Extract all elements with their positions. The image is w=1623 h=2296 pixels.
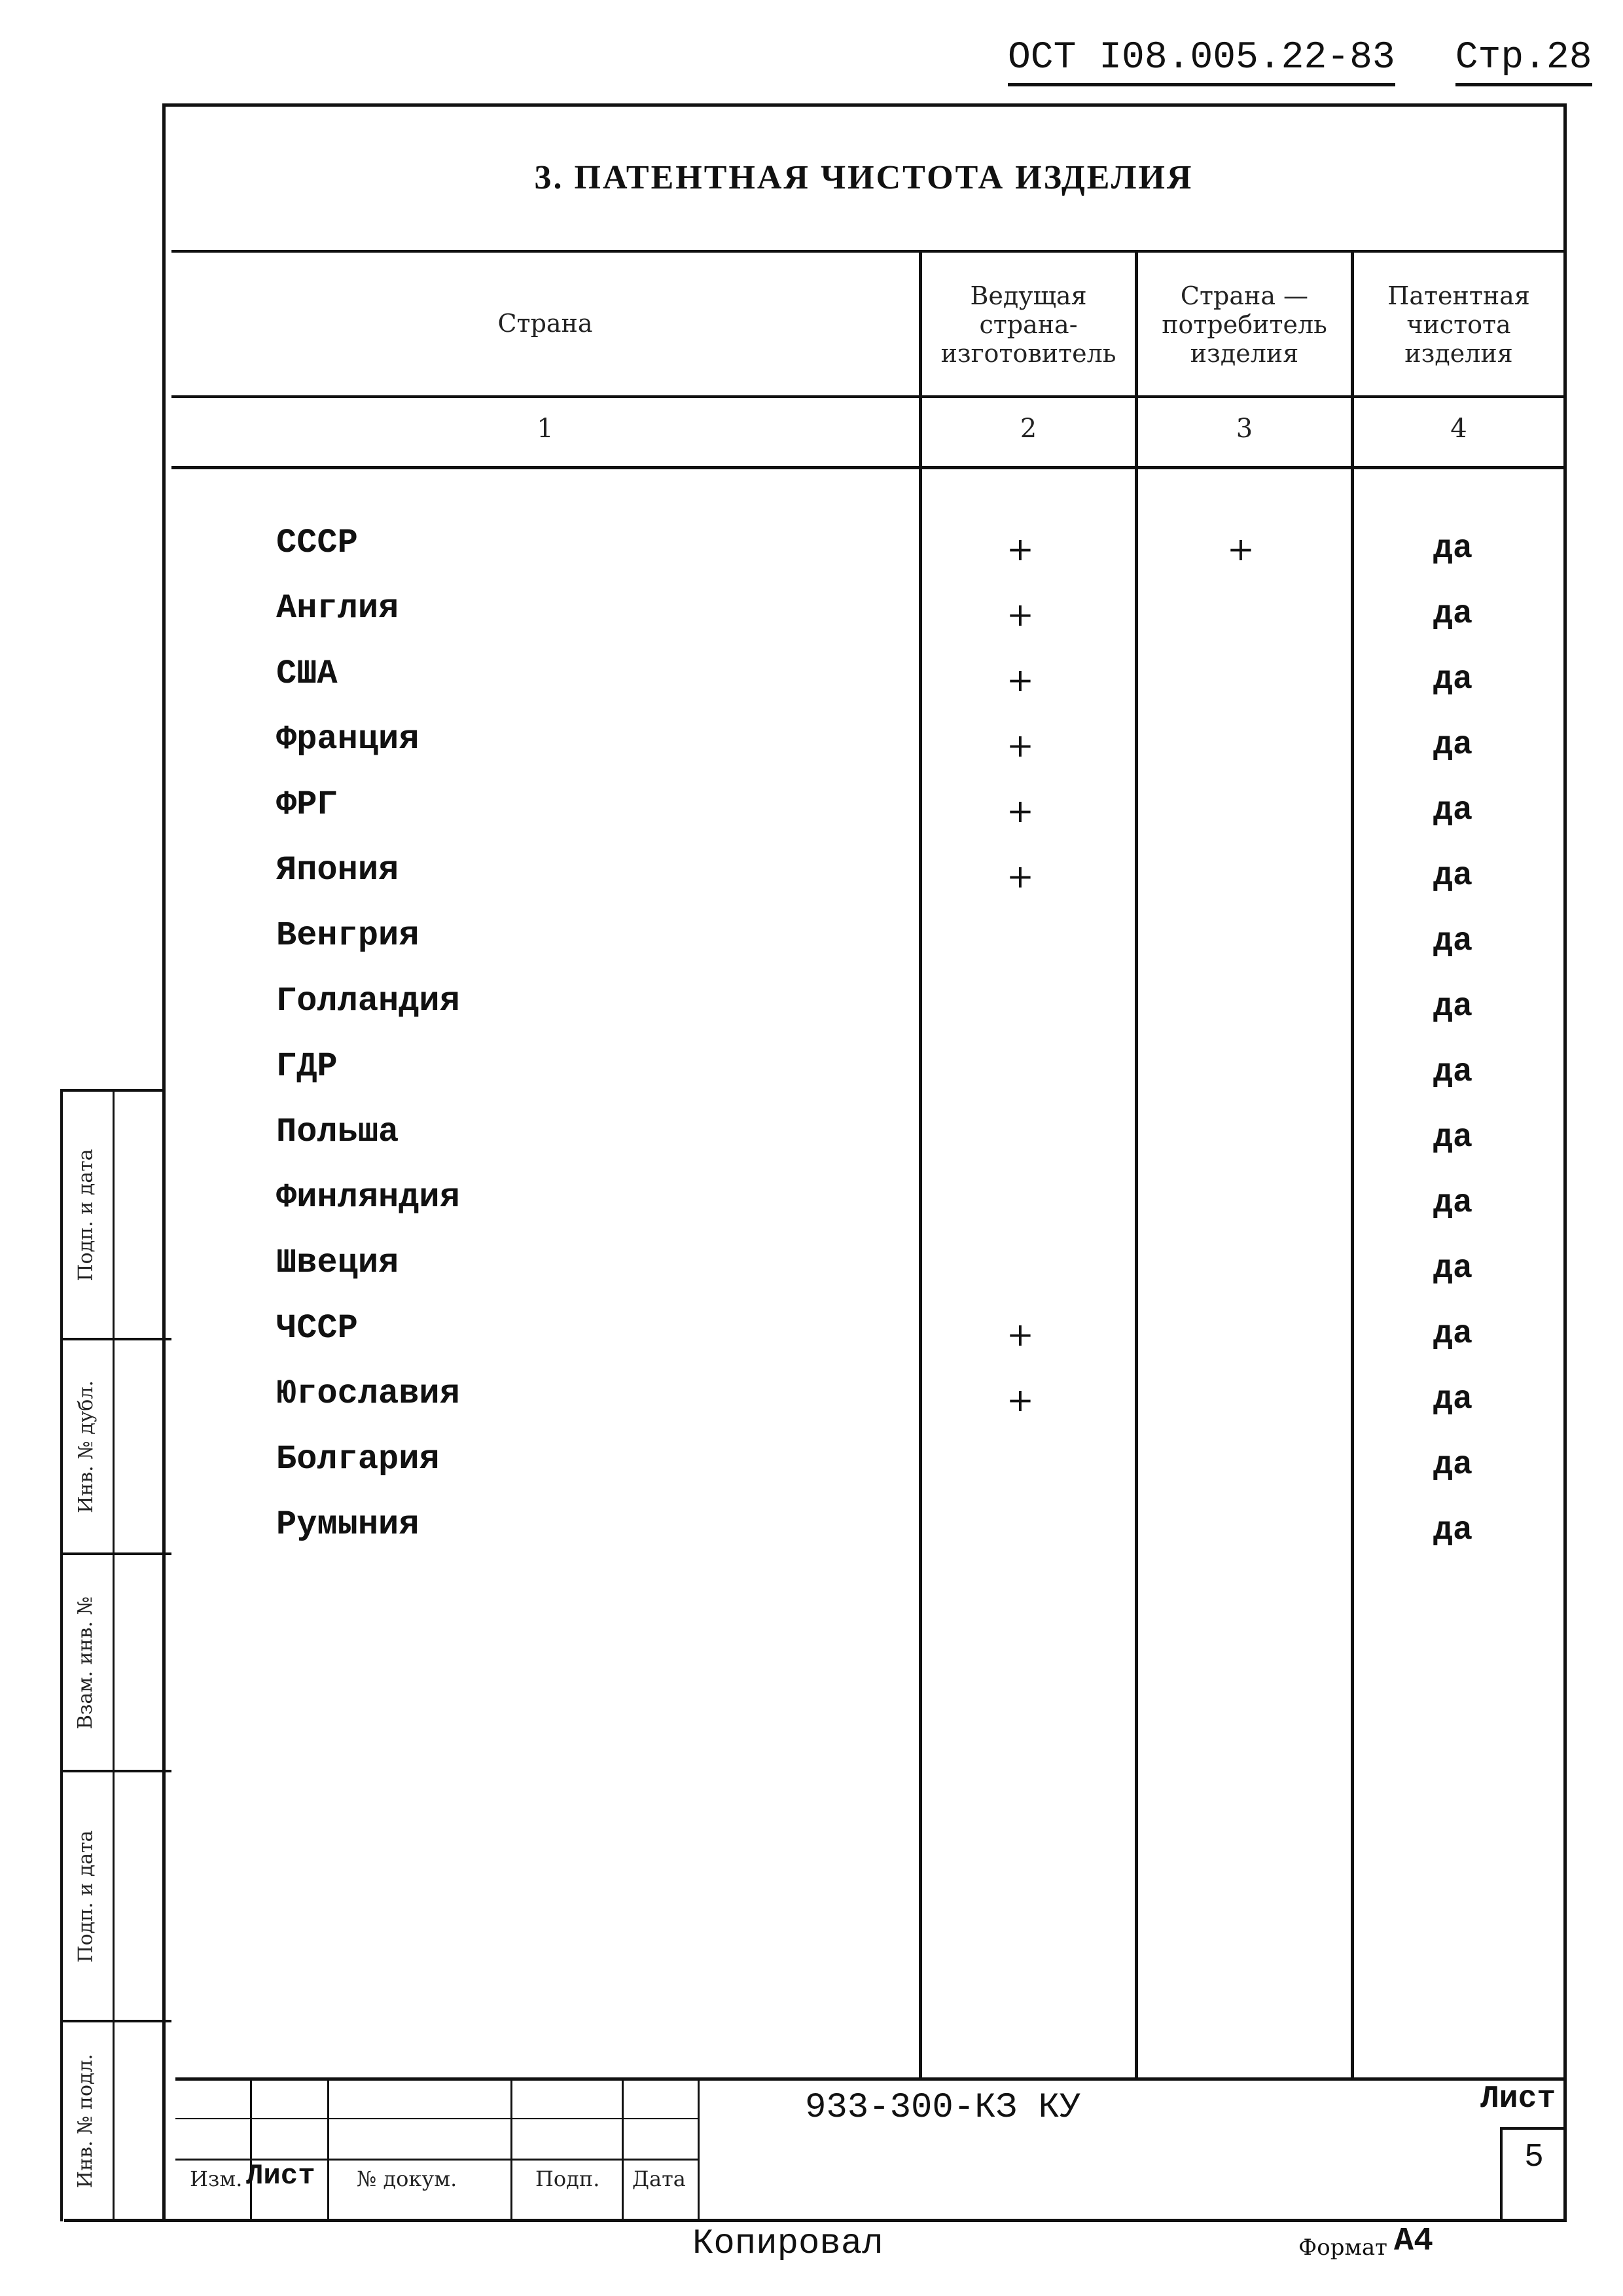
col-divider-2 xyxy=(1135,250,1138,2079)
country-name: Финляндия xyxy=(276,1178,460,1217)
country-name: ФРГ xyxy=(276,785,338,824)
patent-clean-value: да xyxy=(1433,1185,1472,1222)
patent-clean-value: да xyxy=(1433,1054,1472,1091)
document-designation: 933-300-КЗ КУ xyxy=(805,2088,1081,2128)
patent-clean-value: да xyxy=(1433,1250,1472,1287)
patent-clean-value: да xyxy=(1433,792,1472,829)
doc-number-label: № докум. xyxy=(357,2166,457,2191)
country-name: США xyxy=(276,655,338,693)
col-divider-3 xyxy=(1351,250,1354,2079)
col-number-3: 3 xyxy=(1236,414,1253,444)
copied-label: Копировал xyxy=(692,2224,883,2264)
maker-mark: + xyxy=(1007,596,1034,634)
title-block-col-line xyxy=(327,2079,329,2220)
side-label-replace-inv: Взам. инв. № xyxy=(74,1596,98,1729)
patent-clean-value: да xyxy=(1433,1381,1472,1418)
list-label: Лист xyxy=(246,2160,315,2193)
country-name: СССР xyxy=(276,524,358,562)
section-title: 3. ПАТЕНТНАЯ ЧИСТОТА ИЗДЕЛИЯ xyxy=(534,159,1194,196)
country-name: Польша xyxy=(276,1113,399,1151)
title-block-col-line xyxy=(250,2079,252,2220)
maker-mark: + xyxy=(1007,1316,1034,1354)
format-label: Формат xyxy=(1298,2234,1387,2261)
title-block-col-line xyxy=(510,2079,512,2220)
izm-label: Изм. xyxy=(190,2166,243,2191)
maker-mark: + xyxy=(1007,792,1034,830)
number-row-line xyxy=(171,466,1567,469)
frame-left-line xyxy=(162,103,166,2221)
maker-mark: + xyxy=(1007,1381,1034,1419)
country-name: Венгрия xyxy=(276,916,419,955)
patent-clean-value: да xyxy=(1433,596,1472,633)
country-name: ГДР xyxy=(276,1047,338,1086)
col-number-1: 1 xyxy=(537,414,554,444)
sheet-label: Лист xyxy=(1480,2081,1556,2117)
col-number-4: 4 xyxy=(1450,414,1467,444)
maker-mark: + xyxy=(1007,661,1034,699)
country-name: Болгария xyxy=(276,1440,440,1479)
side-label-orig-inv: Инв. № подл. xyxy=(74,2053,98,2188)
title-block-row-line xyxy=(175,2118,699,2119)
signature-label: Подп. xyxy=(535,2166,600,2191)
country-name: Швеция xyxy=(276,1244,399,1282)
doc-code: ОСТ I08.005.22-83 xyxy=(1008,37,1395,86)
country-name: Франция xyxy=(276,720,419,759)
maker-mark: + xyxy=(1007,530,1034,568)
maker-mark: + xyxy=(1007,857,1034,895)
col-header-country: Страна xyxy=(497,309,593,338)
country-name: Голландия xyxy=(276,982,460,1020)
col-number-2: 2 xyxy=(1020,414,1037,444)
header-bottom-line xyxy=(171,395,1567,398)
country-name: Югославия xyxy=(276,1374,460,1413)
frame-bottom-line xyxy=(64,2219,1567,2222)
patent-clean-value: да xyxy=(1433,1446,1472,1484)
col-header-patent-clean: Патентная чистота изделия xyxy=(1387,281,1530,368)
side-label-sign-date-2: Подп. и дата xyxy=(74,1829,98,1963)
patent-clean-value: да xyxy=(1433,726,1472,764)
page-ref: Стр.28 xyxy=(1455,37,1592,86)
title-block-col-line xyxy=(698,2079,700,2220)
sheet-number: 5 xyxy=(1524,2139,1544,2176)
document-header xyxy=(1008,37,1592,79)
patent-clean-value: да xyxy=(1433,988,1472,1026)
country-name: Англия xyxy=(276,589,399,628)
maker-mark: + xyxy=(1007,726,1034,764)
col-divider-1 xyxy=(919,250,922,2079)
country-name: ЧССР xyxy=(276,1309,358,1348)
patent-clean-value: да xyxy=(1433,857,1472,895)
table-top-line xyxy=(171,250,1567,253)
side-label-dup-inv: Инв. № дубл. xyxy=(74,1380,98,1513)
frame-right-line xyxy=(1563,103,1567,2221)
frame-top-line xyxy=(162,103,1567,107)
patent-clean-value: да xyxy=(1433,661,1472,698)
patent-clean-value: да xyxy=(1433,1512,1472,1549)
sheet-box-mid-line xyxy=(1500,2127,1565,2130)
title-block-col-line xyxy=(622,2079,624,2220)
date-label: Дата xyxy=(632,2166,686,2191)
patent-clean-value: да xyxy=(1433,1316,1472,1353)
side-label-sign-date: Подп. и дата xyxy=(74,1148,98,1282)
patent-clean-value: да xyxy=(1433,1119,1472,1157)
country-name: Румыния xyxy=(276,1505,419,1544)
format-value: А4 xyxy=(1394,2223,1434,2260)
patent-clean-value: да xyxy=(1433,530,1472,567)
col-header-consumer: Страна — потребитель изделия xyxy=(1162,281,1327,368)
consumer-mark: + xyxy=(1227,530,1255,568)
patent-clean-value: да xyxy=(1433,923,1472,960)
title-block-top-line xyxy=(175,2077,1567,2081)
country-name: Япония xyxy=(276,851,399,889)
col-header-maker: Ведущая страна- изготовитель xyxy=(940,281,1116,368)
